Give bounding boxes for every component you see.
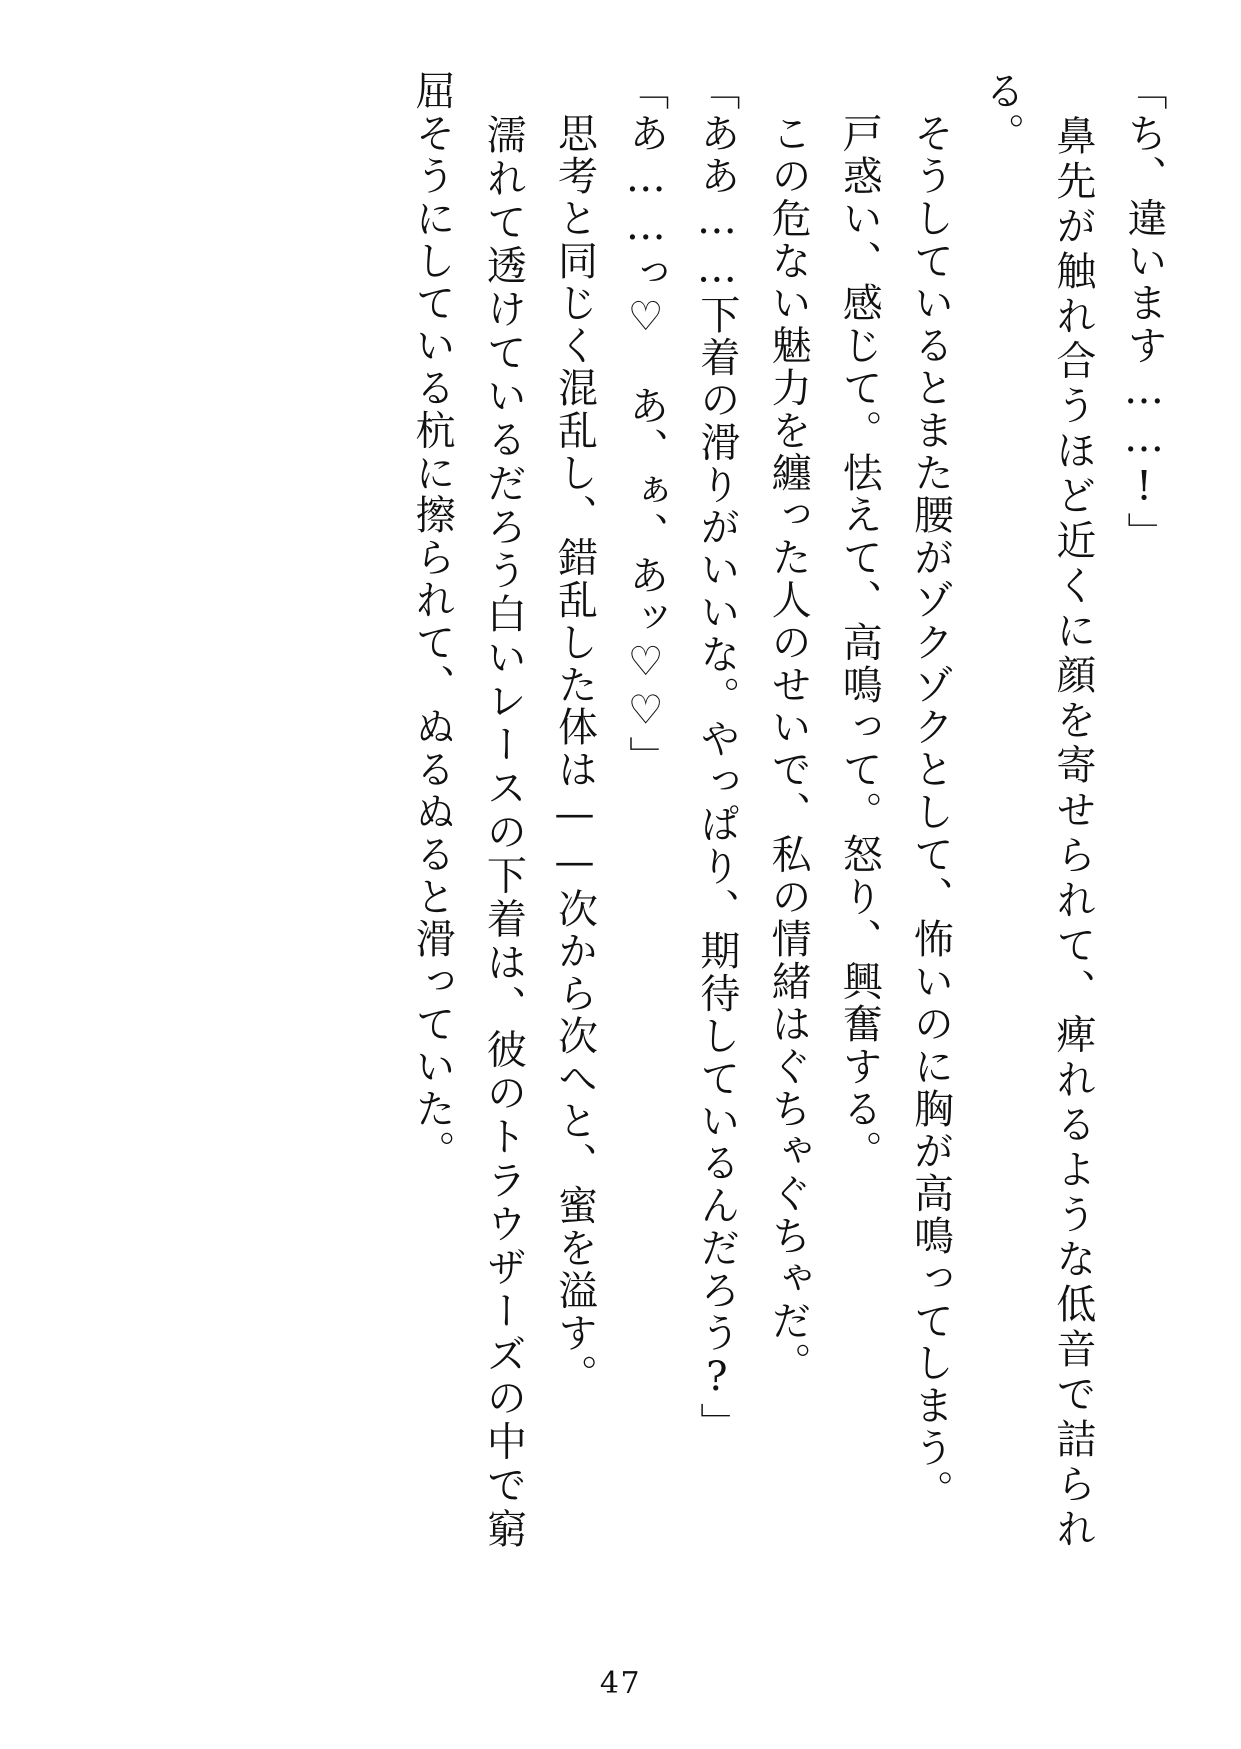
paragraph: 「あ……っ♡ あ、ぁ、あッ♡♡」: [622, 70, 669, 779]
paragraph: 思考と同じく混乱し、錯乱した体は——次から次へと、蜜を溢す。: [551, 70, 598, 1397]
paragraph: 「ち、違います……!」: [1121, 70, 1167, 555]
paragraph: 鼻先が触れ合うほど近くに顔を寄せられて、痺れるような低音で詰られる。: [978, 70, 1096, 1550]
paragraph: 戸惑い、感じて。怯えて、高鳴って。怒り、興奮する。: [836, 70, 883, 1173]
paragraph: この危ない魅力を纏った人のせいで、私の情緒はぐちゃぐちゃだ。: [765, 70, 812, 1385]
paragraph: 「ああ……下着の滑りがいいな。やっぱり、期待しているんだろう?」: [693, 70, 740, 1445]
page-body-text: [62, 70, 1179, 1550]
paragraph: そうしているとまた腰がゾクゾクとして、怖いのに胸が高鳴ってしまう。: [907, 70, 954, 1512]
page-number: 47: [599, 1666, 642, 1701]
paragraph: 濡れて透けているだろう白いレースの下着は、彼のトラウザーズの中で窮屈そうにしている杭に擦られて、ぬるぬると滑っていた。: [409, 70, 527, 1550]
